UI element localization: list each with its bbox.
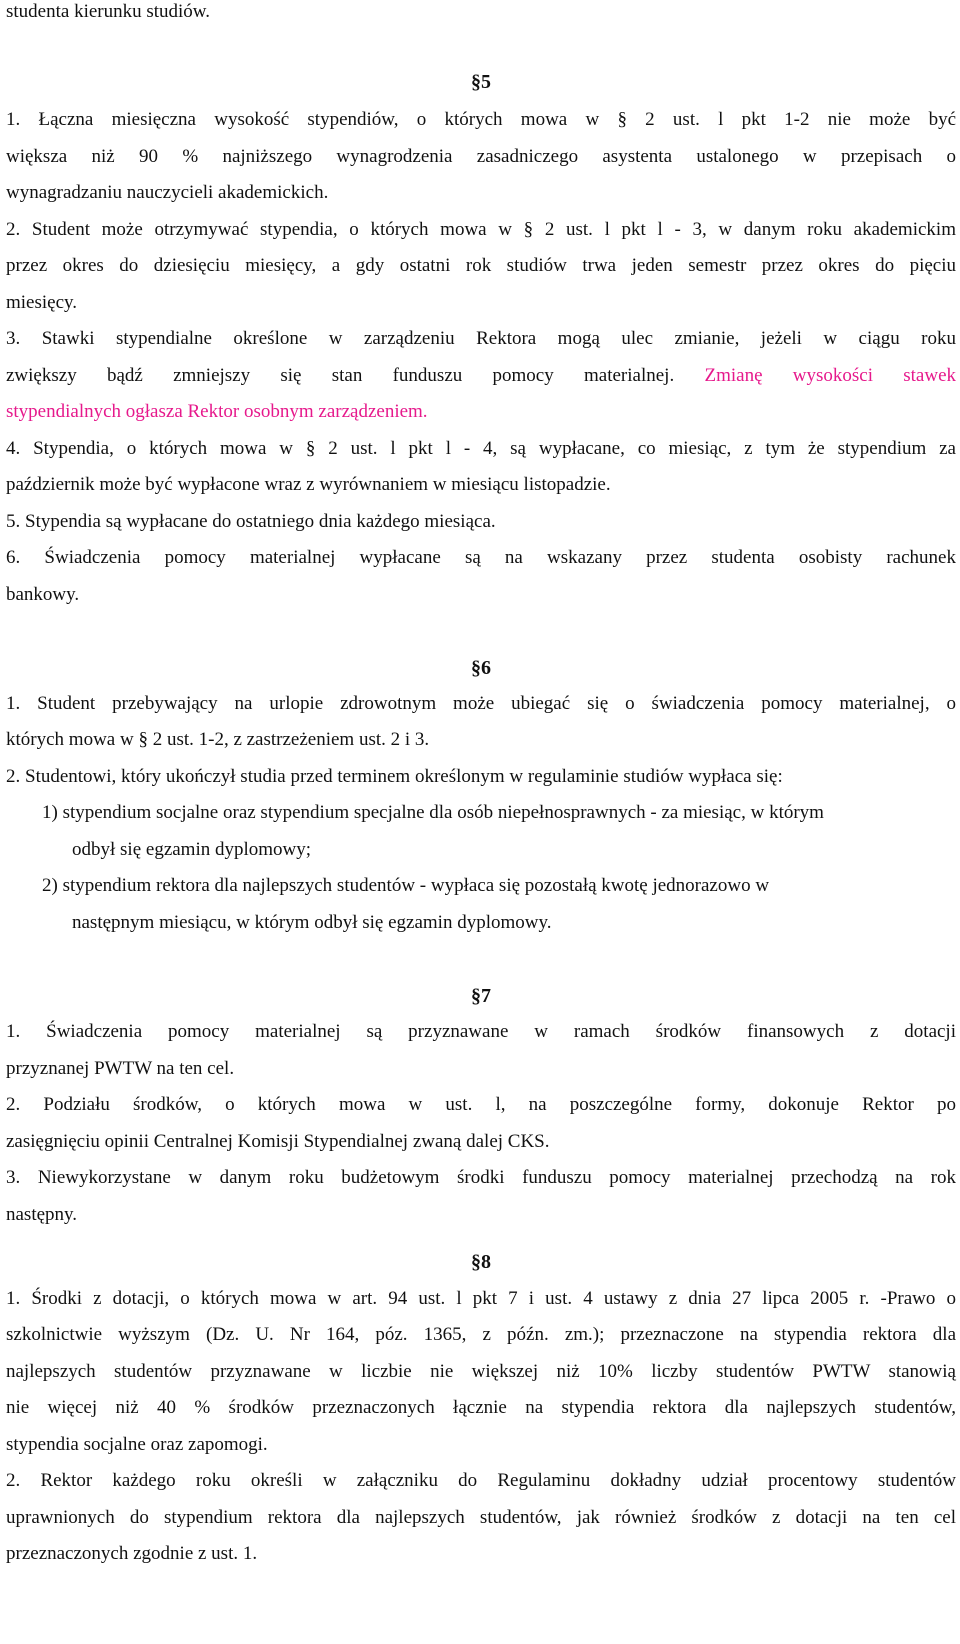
- s6-item1-line1: 1) stypendium socjalne oraz stypendium specjalne dla osób niepełnosprawnych - za miesiąc, w którym: [42, 802, 824, 823]
- section-5-heading: §5: [471, 71, 491, 93]
- s8-p1-line2: szkolnictwie wyższym (Dz. U. Nr 164, póz. 1365, z późn. zm.); przeznaczone na stypendia rektora dla: [6, 1324, 956, 1345]
- s8-p1-line1: 1. Środki z dotacji, o których mowa w art. 94 ust. l pkt 7 i ust. 4 ustawy z dnia 27 lipca 2005 r. -Prawo o: [6, 1288, 956, 1309]
- s5-p1-line3: wynagradzaniu nauczycieli akademickich.: [6, 182, 329, 203]
- s8-p1-line3: najlepszych studentów przyznawane w liczbie nie większej niż 10% liczby studentów PWTW stanowią: [6, 1361, 956, 1382]
- s5-p6-line2: bankowy.: [6, 584, 80, 605]
- s5-p1-line2: większa niż 90 % najniższego wynagrodzenia zasadniczego asystenta ustalonego w przepisach o: [6, 146, 956, 167]
- s5-p2-line1: 2. Student może otrzymywać stypendia, o których mowa w § 2 ust. l pkt l - 3, w danym roku akademickim: [6, 219, 956, 240]
- s7-p2-line2: zasięgnięciu opinii Centralnej Komisji Stypendialnej zwaną dalej CKS.: [6, 1131, 550, 1152]
- s7-p2-line1: 2. Podziału środków, o których mowa w ust. l, na poszczególne formy, dokonuje Rektor po: [6, 1094, 956, 1115]
- s8-p2-line3: przeznaczonych zgodnie z ust. 1.: [6, 1543, 258, 1564]
- s5-p3-line1: 3. Stawki stypendialne określone w zarządzeniu Rektora mogą ulec zmianie, jeżeli w ciągu roku: [6, 328, 956, 349]
- s6-item1-line2: odbył się egzamin dyplomowy;: [72, 839, 312, 860]
- s5-p4-line2: październik może być wypłacone wraz z wyrównaniem w miesiącu listopadzie.: [6, 474, 611, 495]
- s5-p6-line1: 6. Świadczenia pomocy materialnej wypłacane są na wskazany przez studenta osobisty rachunek: [6, 547, 956, 568]
- s5-p3-line2: [6, 364, 956, 388]
- s5-p4-line1: 4. Stypendia, o których mowa w § 2 ust. l pkt l - 4, są wypłacane, co miesiąc, z tym że stypendium za: [6, 438, 956, 459]
- s6-p2-line1: 2. Studentowi, który ukończył studia przed terminem określonym w regulaminie studiów wypłaca się:: [6, 766, 783, 787]
- s7-p3-line2: następny.: [6, 1204, 78, 1225]
- s7-p3-line1: 3. Niewykorzystane w danym roku budżetowym środki funduszu pomocy materialnej przechodzą na rok: [6, 1167, 956, 1188]
- s6-p1-line1: 1. Student przebywający na urlopie zdrowotnym może ubiegać się o świadczenia pomocy materialnej, o: [6, 693, 956, 714]
- s5-p3-highlight-text: Zmianę wysokości stawek: [704, 365, 957, 386]
- s6-p1-line2: których mowa w § 2 ust. 1-2, z zastrzeżeniem ust. 2 i 3.: [6, 729, 430, 750]
- section-6-heading: §6: [471, 657, 491, 679]
- s5-p2-line3: miesięcy.: [6, 292, 78, 313]
- s5-p3-line2-text: zwiększy bądź zmniejszy się stan funduszu pomocy materialnej.: [6, 365, 675, 386]
- s6-item2-line1: 2) stypendium rektora dla najlepszych studentów - wypłaca się pozostałą kwotę jednorazowo w: [42, 875, 770, 896]
- s7-p1-line2: przyznanej PWTW na ten cel.: [6, 1058, 235, 1079]
- s8-p1-line4: nie więcej niż 40 % środków przeznaczonych łącznie na stypendia rektora dla najlepszych studentów,: [6, 1397, 956, 1418]
- s5-p1-line1: 1. Łączna miesięczna wysokość stypendiów, o których mowa w § 2 ust. l pkt 1-2 nie może być: [6, 109, 956, 130]
- section-7-heading: §7: [471, 985, 491, 1007]
- s8-p2-line2: uprawnionych do stypendium rektora dla najlepszych studentów, jak również środków z dotacji na ten cel: [6, 1507, 956, 1528]
- section-8-heading: §8: [471, 1251, 491, 1273]
- s5-p5-line1: 5. Stypendia są wypłacane do ostatniego dnia każdego miesiąca.: [6, 511, 496, 532]
- s8-p1-line5: stypendia socjalne oraz zapomogi.: [6, 1434, 268, 1455]
- s5-p2-line2: przez okres do dziesięciu miesięcy, a gdy ostatni rok studiów trwa jeden semestr przez okres do pięciu: [6, 255, 956, 276]
- continuation-line: studenta kierunku studiów.: [6, 1, 211, 22]
- s8-p2-line1: 2. Rektor każdego roku określi w załączniku do Regulaminu dokładny udział procentowy studentów: [6, 1470, 956, 1491]
- s6-item2-line2: następnym miesiącu, w którym odbył się egzamin dyplomowy.: [72, 912, 552, 933]
- s5-p3-line3-highlight: stypendialnych ogłasza Rektor osobnym zarządzeniem.: [6, 401, 428, 422]
- s7-p1-line1: 1. Świadczenia pomocy materialnej są przyznawane w ramach środków finansowych z dotacji: [6, 1021, 956, 1042]
